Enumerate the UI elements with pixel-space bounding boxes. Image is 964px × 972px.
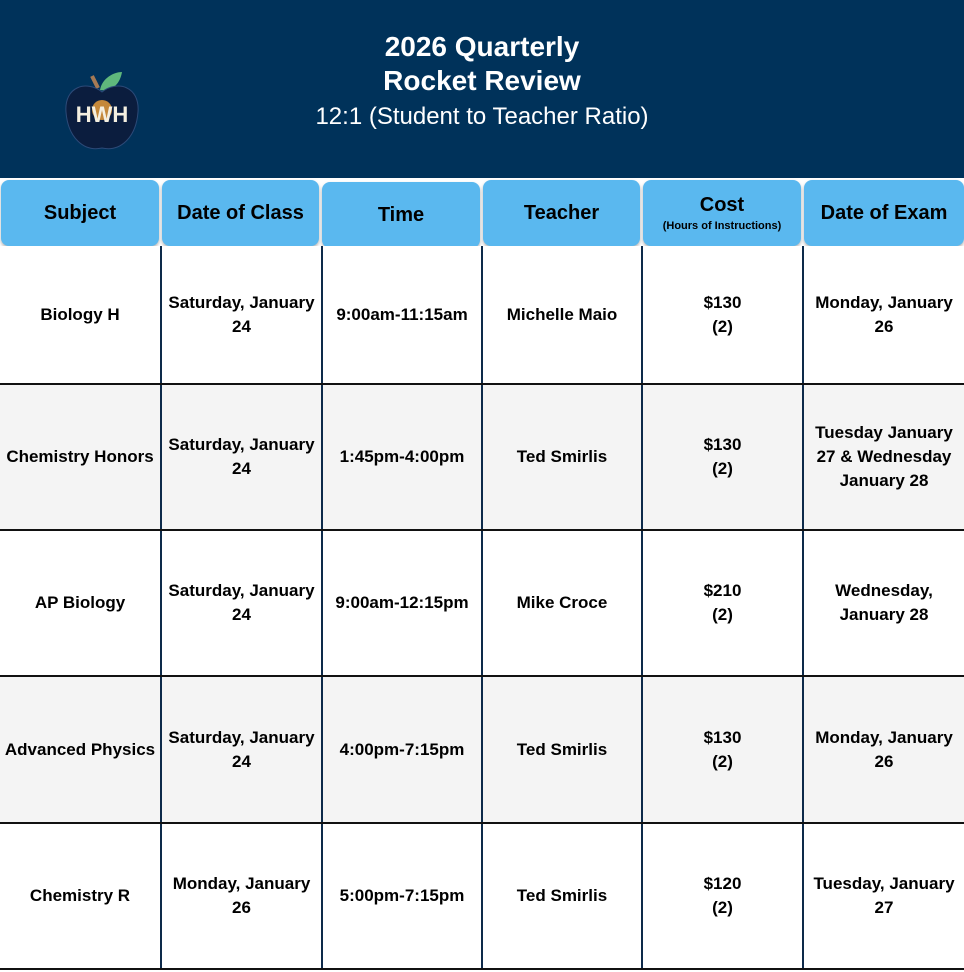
subject-text: Biology H — [40, 304, 120, 324]
column-label: Cost — [699, 194, 745, 216]
exam-text: Tuesday, January 27 — [813, 874, 955, 917]
cell-teacher — [481, 385, 641, 529]
cell-subject — [0, 677, 160, 822]
cell-teacher — [481, 531, 641, 675]
date-text: Saturday, January 24 — [168, 727, 315, 771]
cell-exam — [802, 824, 964, 968]
column-label: Date of Class — [177, 201, 304, 224]
cost-text: $130 — [703, 435, 742, 454]
table-row — [0, 824, 964, 970]
exam-text: Monday, January 26 — [815, 727, 953, 771]
column-label: Time — [377, 203, 425, 226]
subtitle: 12:1 (Student to Teacher Ratio) — [315, 103, 649, 130]
cost-text: $130 — [703, 727, 742, 747]
cell-cost — [641, 246, 802, 383]
subject-text: AP Biology — [34, 593, 126, 612]
cell-exam — [802, 531, 964, 675]
hours-text: (2) — [712, 898, 733, 917]
cell-subject — [0, 385, 160, 529]
exam-text: Monday, January 26 — [815, 292, 953, 336]
cell-time — [321, 824, 481, 968]
hours-text: (2) — [712, 605, 733, 624]
cell-date — [160, 677, 321, 822]
cell-time — [321, 677, 481, 822]
hours-text: (2) — [712, 751, 733, 771]
date-text: Saturday, January 24 — [168, 435, 315, 478]
cell-cost — [641, 677, 802, 822]
time-text: 5:00pm-7:15pm — [339, 886, 465, 905]
svg-text:HWH: HWH — [75, 102, 129, 127]
column-header-subject — [1, 180, 159, 246]
subject-text: Advanced Physics — [4, 739, 156, 759]
cell-time — [321, 246, 481, 383]
cell-exam — [802, 385, 964, 529]
hours-text: (2) — [712, 316, 733, 336]
date-text: Monday, January 26 — [172, 874, 311, 917]
cell-time — [321, 531, 481, 675]
exam-text: Wednesday, January 28 — [835, 581, 933, 624]
column-label: Subject — [43, 201, 117, 224]
cell-teacher — [481, 677, 641, 822]
cell-exam — [802, 246, 964, 383]
cell-time — [321, 385, 481, 529]
teacher-text: Ted Smirlis — [516, 739, 608, 759]
time-text: 4:00pm-7:15pm — [339, 739, 465, 759]
cell-date — [160, 385, 321, 529]
teacher-text: Ted Smirlis — [516, 447, 608, 466]
cell-date — [160, 824, 321, 968]
time-text: 1:45pm-4:00pm — [339, 447, 465, 466]
cell-cost — [641, 385, 802, 529]
subject-text: Chemistry R — [29, 886, 131, 905]
cell-date — [160, 531, 321, 675]
title-banner — [0, 0, 964, 178]
cost-text: $130 — [703, 292, 742, 312]
cell-date — [160, 246, 321, 383]
teacher-text: Mike Croce — [516, 593, 608, 612]
time-text: 9:00am-11:15am — [336, 304, 468, 324]
title-line-1: 2026 Quarterly — [384, 31, 580, 62]
table-row — [0, 246, 964, 385]
exam-text: Tuesday January 27 & Wednesday January 28 — [815, 423, 953, 490]
column-header-date-of-class — [162, 180, 319, 246]
table-row — [0, 531, 964, 677]
cell-subject — [0, 531, 160, 675]
cell-subject — [0, 246, 160, 383]
table-row — [0, 677, 964, 824]
cost-text: $120 — [703, 874, 742, 893]
column-header-date-of-exam — [804, 180, 964, 246]
table-row — [0, 385, 964, 531]
title-line-2: Rocket Review — [383, 65, 581, 96]
time-text: 9:00am-12:15pm — [335, 593, 469, 612]
column-label: Teacher — [523, 201, 600, 224]
column-label: Date of Exam — [820, 201, 948, 224]
cell-cost — [641, 531, 802, 675]
cell-teacher — [481, 824, 641, 968]
subject-text: Chemistry Honors — [6, 447, 154, 466]
table-header — [0, 178, 964, 246]
column-header-cost — [643, 180, 801, 246]
teacher-text: Ted Smirlis — [516, 886, 608, 905]
column-header-teacher — [483, 180, 640, 246]
cell-teacher — [481, 246, 641, 383]
cell-subject — [0, 824, 160, 968]
column-sublabel: (Hours of Instructions) — [662, 220, 782, 232]
cost-text: $210 — [703, 581, 742, 600]
hours-text: (2) — [712, 459, 733, 478]
teacher-text: Michelle Maio — [506, 304, 618, 324]
cell-exam — [802, 677, 964, 822]
date-text: Saturday, January 24 — [168, 581, 315, 624]
column-header-time — [322, 182, 480, 248]
cell-cost — [641, 824, 802, 968]
date-text: Saturday, January 24 — [168, 292, 315, 336]
